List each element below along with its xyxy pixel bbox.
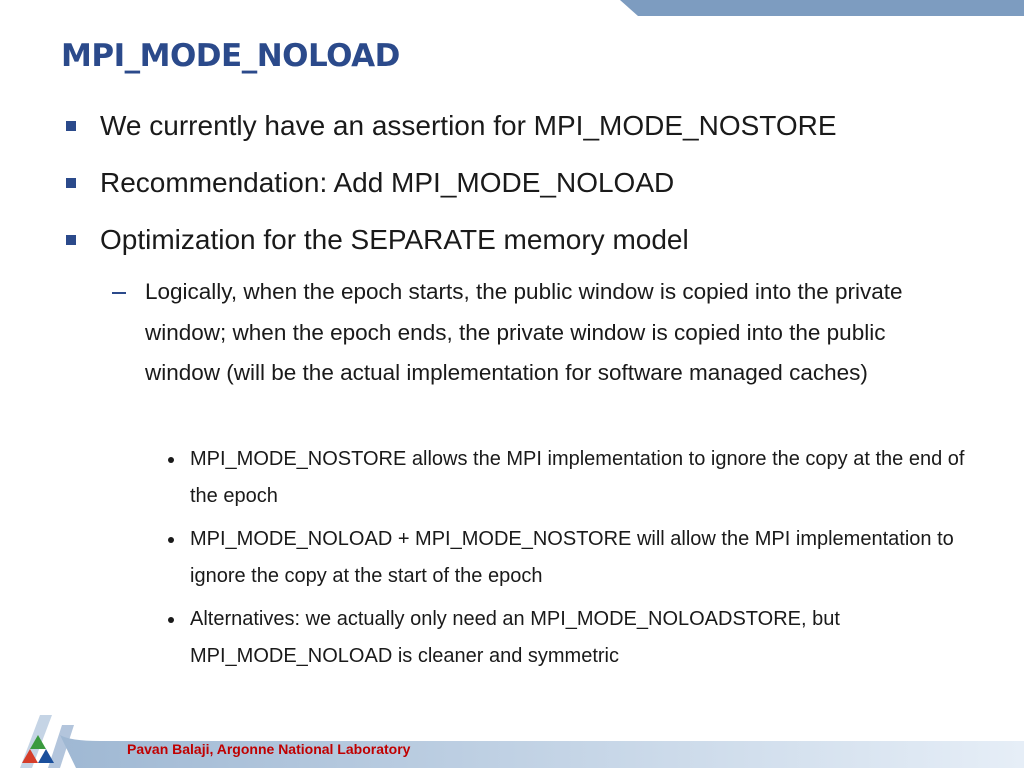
- sub-sub-bullet-noload-nostore: MPI_MODE_NOLOAD + MPI_MODE_NOSTORE will allow the MPI implementation to ignore the copy at the start of the epoch: [190, 528, 954, 587]
- sub-bullet-logically: Logically, when the epoch starts, the public window is copied into the private window; when the epoch ends, the private window is copied into the public window (will be the actual implementation for software managed caches): [145, 279, 903, 385]
- sub-sub-bullet-alternatives: Alternatives: we actually only need an MPI_MODE_NOLOADSTORE, but MPI_MODE_NOLOAD is cleaner and symmetric: [190, 608, 840, 667]
- square-bullet-icon: [66, 121, 76, 131]
- bullet-recommendation: Recommendation: Add MPI_MODE_NOLOAD: [100, 167, 675, 198]
- footer-decoration: [0, 705, 1024, 768]
- dot-bullet-icon: [168, 617, 174, 623]
- dash-bullet-icon: [112, 292, 126, 294]
- sub-sub-bullet-nostore: MPI_MODE_NOSTORE allows the MPI implementation to ignore the copy at the end of the epoch: [190, 448, 965, 507]
- dot-bullet-icon: [168, 537, 174, 543]
- bullet-optimization: Optimization for the SEPARATE memory model: [100, 224, 689, 255]
- footer-credit: Pavan Balaji, Argonne National Laboratory: [127, 741, 411, 757]
- square-bullet-icon: [66, 235, 76, 245]
- bullet-assertion: We currently have an assertion for MPI_MODE_NOSTORE: [100, 110, 837, 141]
- top-decorative-band: [620, 0, 1024, 16]
- slide-title: MPI_MODE_NOLOAD: [61, 38, 400, 74]
- square-bullet-icon: [66, 178, 76, 188]
- dot-bullet-icon: [168, 457, 174, 463]
